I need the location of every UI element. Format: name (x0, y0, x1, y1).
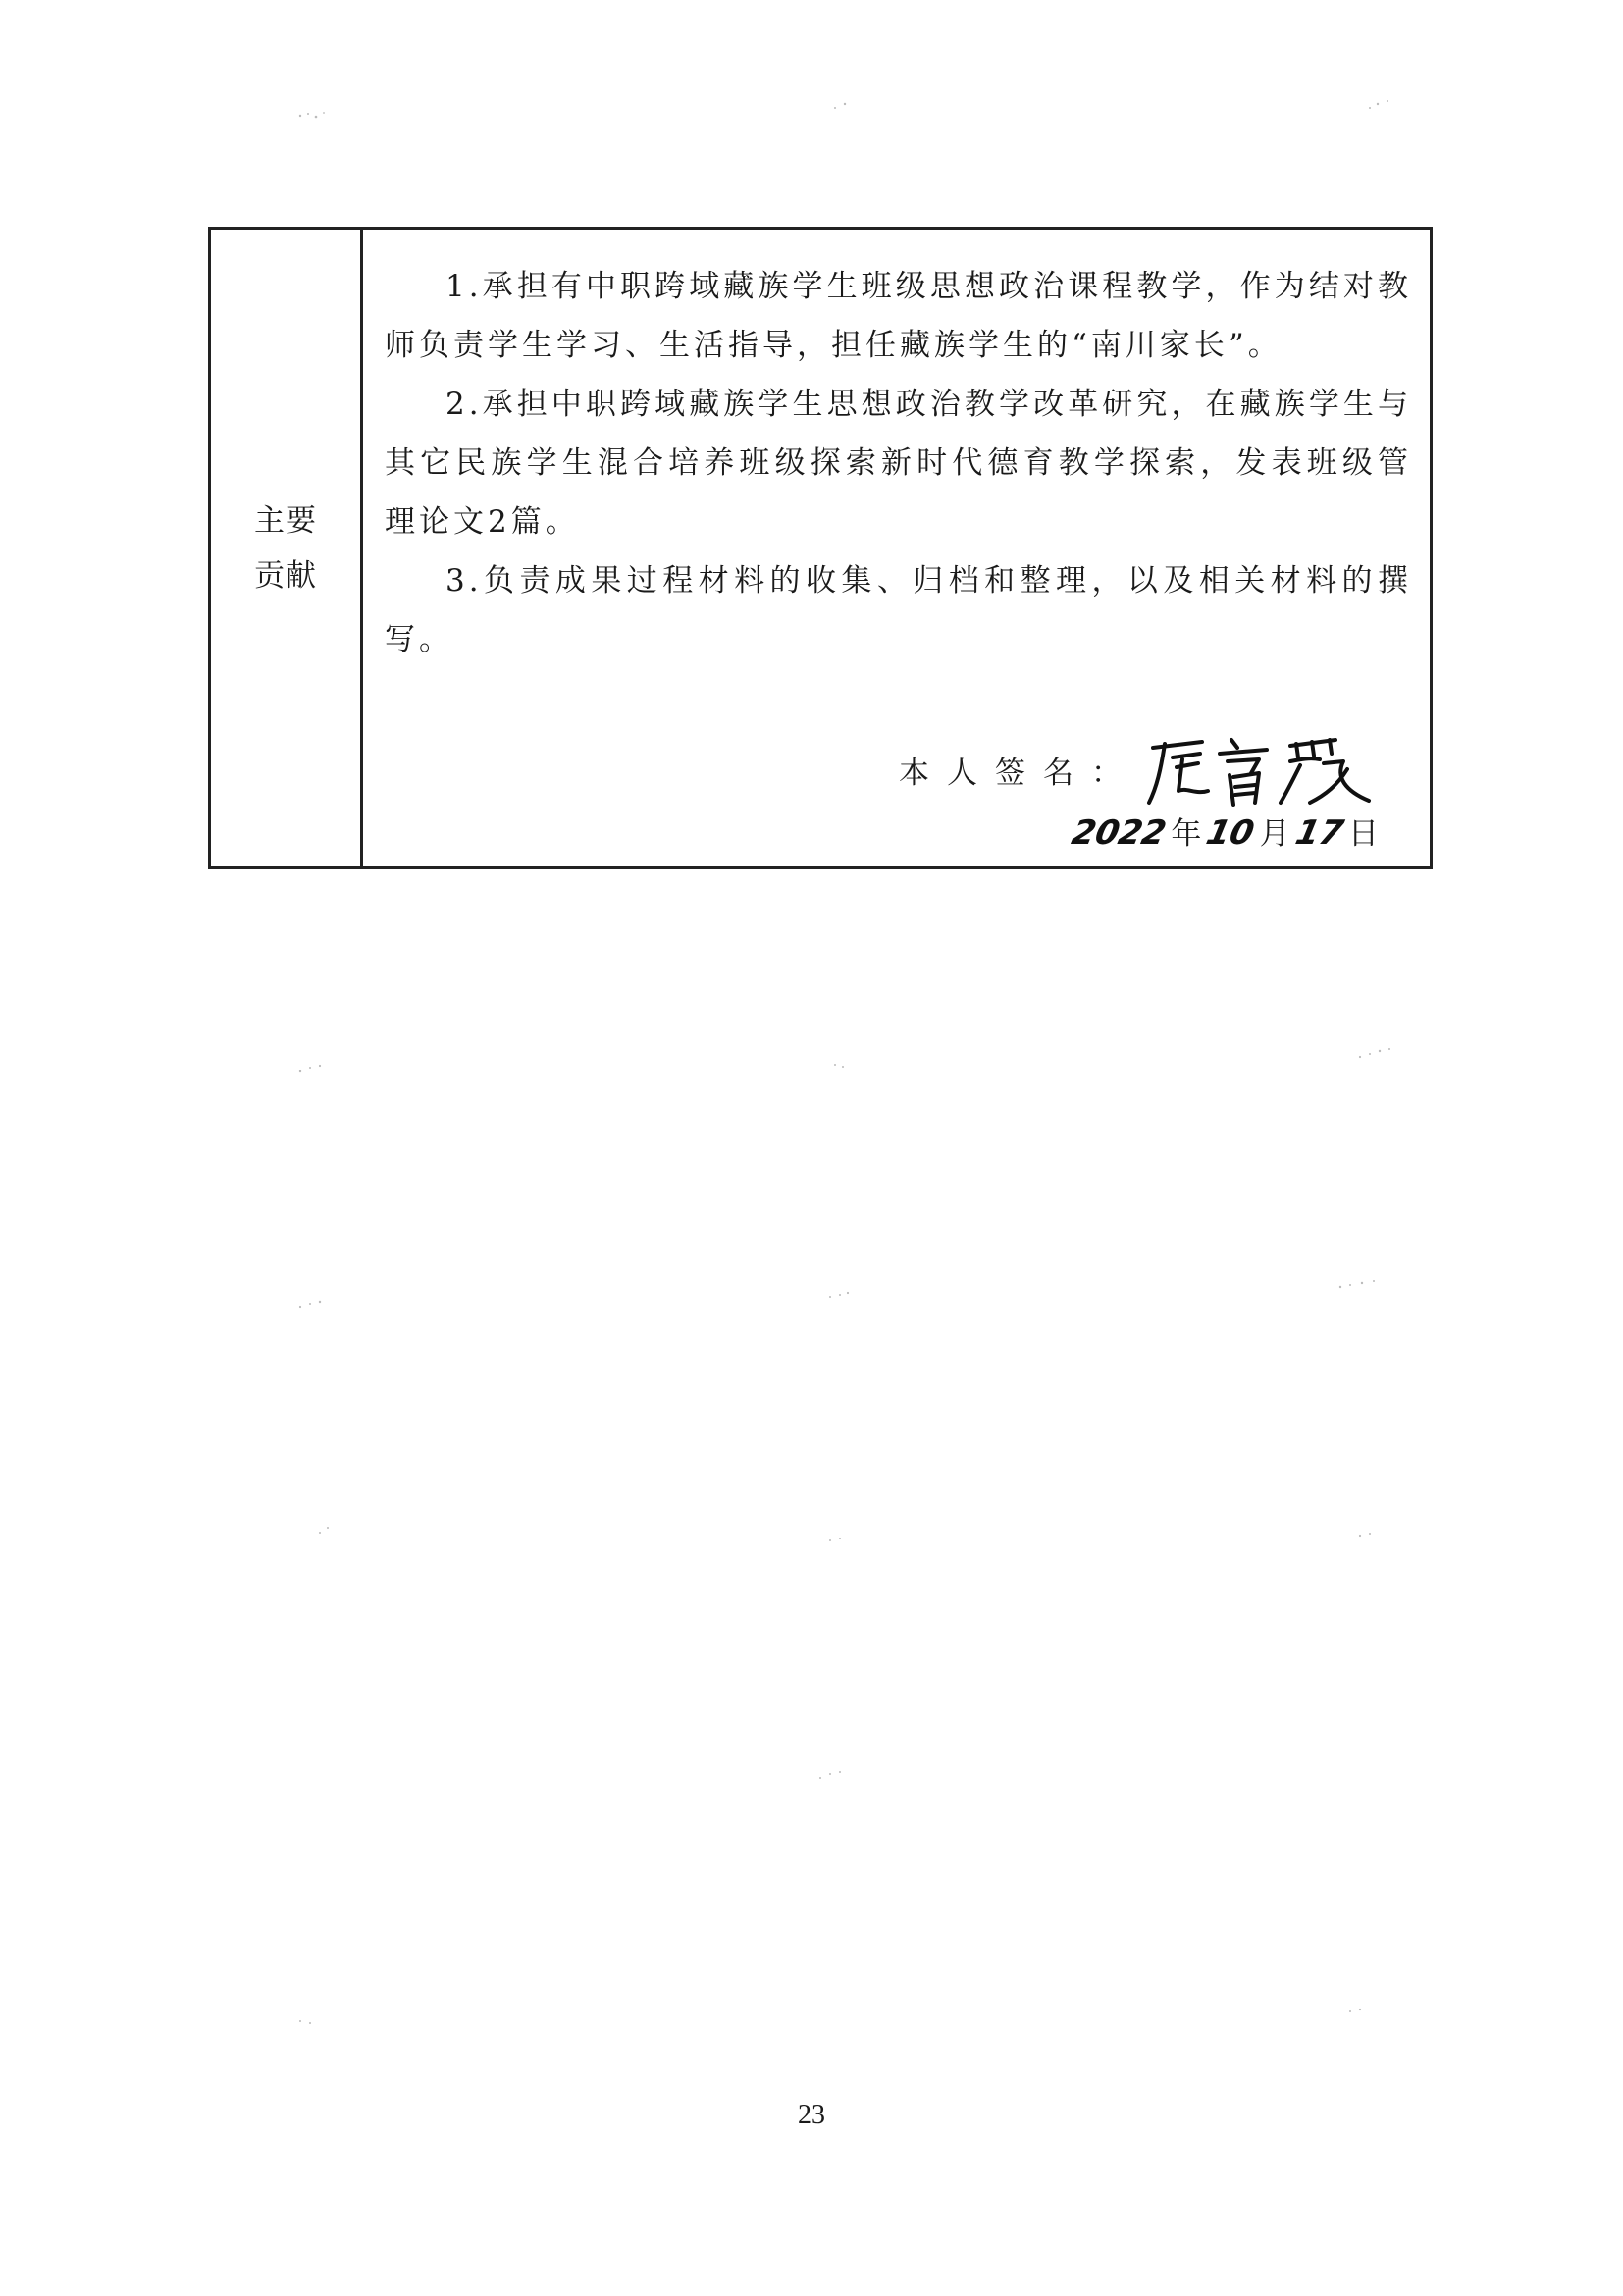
row-label: 主要贡献 (254, 502, 317, 594)
table-content-cell (363, 230, 1430, 866)
contribution-paragraph: 1.承担有中职跨域藏族学生班级思想政治课程教学，作为结对教师负责学生学习、生活指导，担任藏族学生的“南川家长”。 (385, 269, 1412, 363)
date-day-unit: 日 (1348, 816, 1379, 852)
contribution-table (208, 227, 1433, 869)
scan-speck (824, 1531, 883, 1550)
scan-speck (314, 1521, 373, 1540)
scan-speck (294, 106, 353, 126)
scan-speck (1354, 1526, 1413, 1545)
date-year-unit: 年 (1171, 816, 1202, 852)
signature-row (899, 730, 1379, 809)
scan-speck (294, 2011, 353, 2031)
date-day: 17 (1291, 813, 1347, 853)
signature-label: 本人签名： (899, 755, 1139, 791)
table-label-cell (211, 230, 363, 866)
contribution-paragraph: 2.承担中职跨域藏族学生思想政治教学改革研究，在藏族学生与其它民族学生混合培养班级探索新时代德育教学探索，发表班级管理论文2篇。 (385, 387, 1412, 540)
scan-speck (824, 1285, 883, 1305)
signature-date (1067, 809, 1379, 853)
scan-speck (1335, 1276, 1393, 1295)
scan-speck (294, 1295, 353, 1315)
contribution-paragraph: 3.负责成果过程材料的收集、归档和整理，以及相关材料的撰写。 (385, 563, 1412, 657)
scan-speck (829, 98, 888, 118)
date-year: 2022 (1068, 813, 1170, 853)
scan-speck (1364, 96, 1423, 116)
scan-speck (1354, 1045, 1413, 1065)
page-number: 23 (798, 2100, 825, 2130)
scan-speck (294, 1060, 353, 1079)
scan-speck (829, 1055, 888, 1074)
handwritten-signature (1143, 730, 1379, 809)
date-month-unit: 月 (1259, 816, 1290, 852)
scan-speck (1344, 2002, 1403, 2021)
scan-speck (814, 1766, 873, 1786)
date-month: 10 (1203, 813, 1258, 853)
